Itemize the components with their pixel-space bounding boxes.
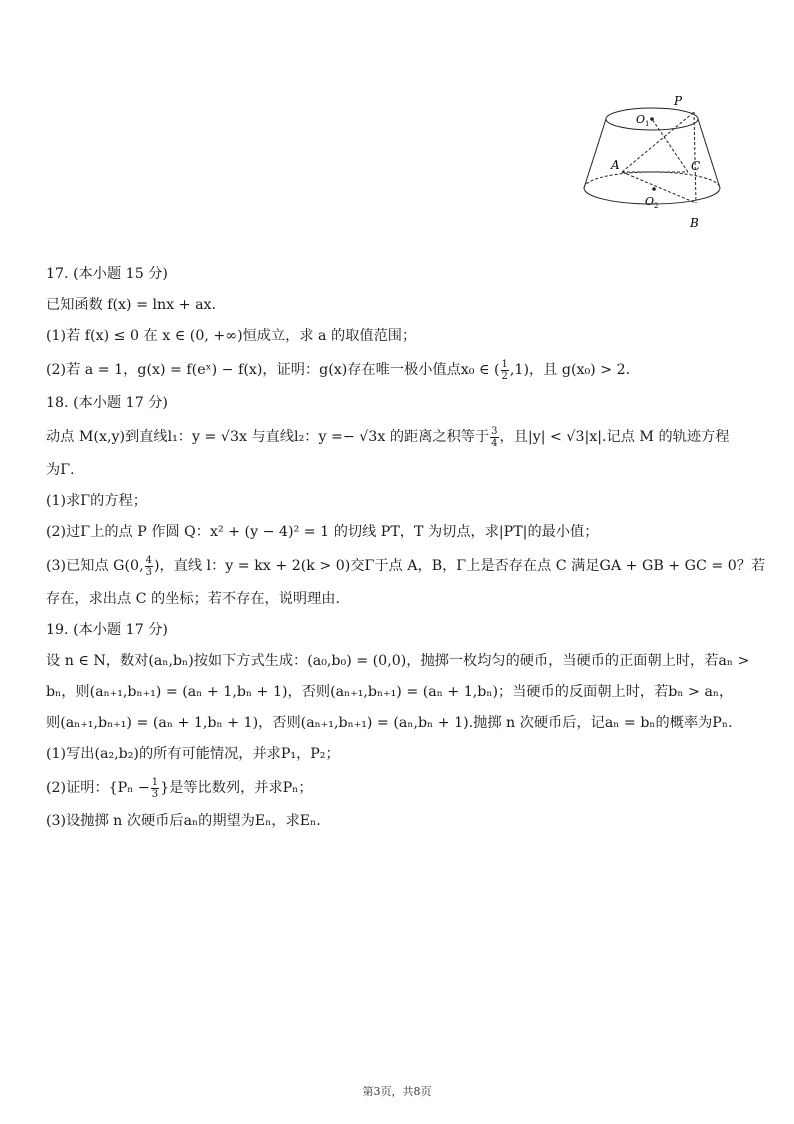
q17-fraction [501, 359, 509, 382]
q19-stem-line2: bₙ，则(aₙ₊₁,bₙ₊₁) = (aₙ + 1,bₙ + 1)，否则(aₙ₊₁,bₙ₊₁) = (aₙ + 1,bₙ)；当硬币的反面朝上时，若bₙ > aₙ， [46, 684, 734, 700]
q19-fraction [151, 777, 159, 800]
q17-part2 [46, 352, 746, 388]
q17-part2-post: ,1)，且 g(x₀) > 2. [509, 362, 631, 378]
q19-part2 [46, 770, 746, 806]
q18-part3-fraction [145, 555, 153, 578]
q18-stem-pre: 动点 M(x,y)到直线l₁：y = √3x 与直线l₂：y =− √3x 的距离之积等于 [46, 429, 490, 445]
q17-intro: 已知函数 f(x) = lnx + ax. [46, 297, 217, 313]
q19-part1: (1)写出(a₂,b₂)的所有可能情况，并求P₁，P₂； [46, 746, 340, 762]
q17-header: 17. (本小题 15 分) [46, 266, 168, 282]
label-a: A [611, 158, 620, 172]
q19-header: 19. (本小题 17 分) [46, 622, 168, 638]
point-o2 [652, 187, 656, 191]
q19-frac-den: 3 [151, 788, 159, 800]
q18-part3-post: )，直线 l：y = kx + 2(k > 0)交Γ于点 A，B，Γ上是否存在点 C 满足GA + GB + GC = 0？若 [153, 558, 766, 574]
label-c: C [691, 159, 701, 173]
q18-part2: (2)过Γ上的点 P 作圆 Q：x² + (y − 4)² = 1 的切线 PT，T 为切点，求|PT|的最小值； [46, 524, 599, 540]
label-b: B [690, 216, 699, 230]
q18-fraction [490, 426, 498, 449]
q18-stem-line1 [46, 419, 746, 455]
question-content [46, 259, 766, 837]
q18-part3-pre: (3)已知点 G(0, [46, 558, 144, 574]
page-footer: 第3页，共8页 [362, 1085, 432, 1098]
q19-part2-pre: (2)证明：{Pₙ − [46, 780, 150, 796]
q18-part1: (1)求Γ的方程； [46, 493, 147, 509]
label-o2: O [645, 195, 655, 208]
q17-frac-den: 2 [501, 370, 508, 382]
frustum-figure [578, 90, 728, 232]
q18-part3-line2: 存在，求出点 C 的坐标；若不存在，说明理由. [46, 591, 340, 607]
q18-p3-frac-den: 3 [145, 566, 152, 578]
q18-header: 18. (本小题 17 分) [46, 395, 168, 411]
q18-stem-line2: 为Γ. [46, 462, 75, 478]
q17-frac-num: 1 [501, 358, 508, 370]
q17-part1: (1)若 f(x) ≤ 0 在 x ∈ (0, +∞)恒成立，求 a 的取值范围； [46, 328, 417, 344]
q19-stem-line1: 设 n ∈ N，数对(aₙ,bₙ)按如下方式生成：(a₀,b₀) = (0,0)，抛掷一枚均匀的硬币，当硬币的正面朝上时，若aₙ > [46, 653, 750, 669]
q18-frac-den: 4 [491, 437, 498, 449]
point-o1 [650, 117, 654, 121]
q19-part3: (3)设抛掷 n 次硬币后aₙ的期望为Eₙ，求Eₙ. [46, 813, 321, 829]
label-o2-sub: 2 [654, 202, 659, 210]
q17-part2-pre: (2)若 a = 1，g(x) = f(eˣ) − f(x)，证明：g(x)存在唯一极小值点x₀ ∈ ( [46, 362, 500, 378]
label-p: P [674, 94, 683, 108]
q18-stem-post: ，且|y| < √3|x|.记点 M 的轨迹方程 [499, 429, 730, 445]
frustum-diagram [578, 90, 728, 232]
q18-p3-frac-num: 4 [145, 554, 152, 566]
q19-stem-line3: 则(aₙ₊₁,bₙ₊₁) = (aₙ + 1,bₙ + 1)，否则(aₙ₊₁,bₙ₊₁) = (aₙ,bₙ + 1).抛掷 n 次硬币后，记aₙ = bₙ的概率为Pₙ. [46, 715, 733, 731]
q19-part2-post: }是等比数列，并求Pₙ； [160, 780, 313, 796]
q18-part3 [46, 548, 766, 584]
q19-frac-num: 1 [151, 776, 159, 788]
q18-frac-num: 3 [491, 425, 498, 437]
label-o1: O [636, 113, 646, 126]
label-o1-sub: 1 [645, 120, 650, 128]
